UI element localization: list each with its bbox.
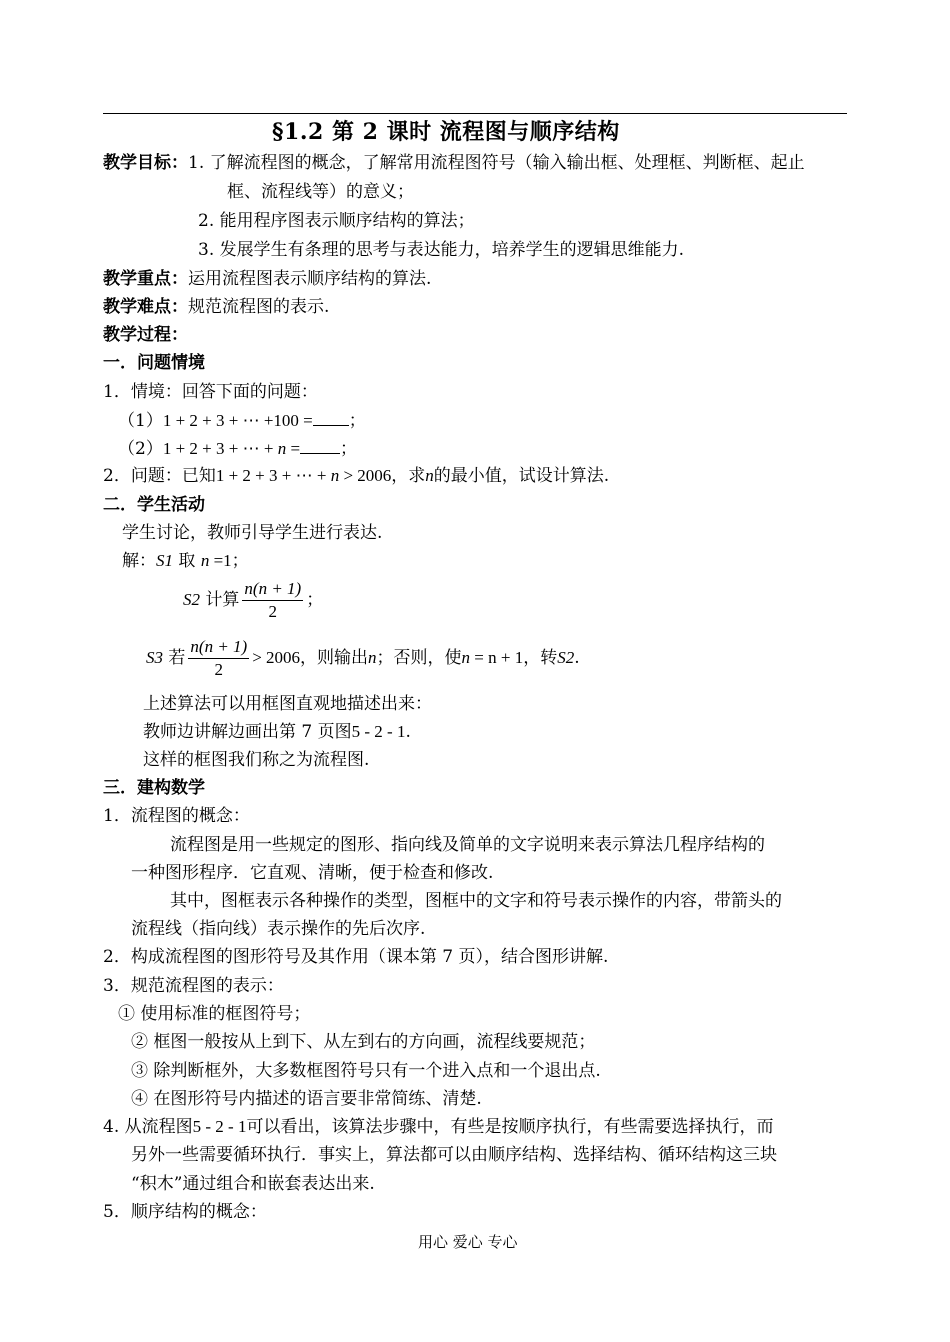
key-point [103,268,431,290]
page-footer: 用心 爱心 专心 [418,1233,518,1251]
objectives-line-1 [103,152,805,174]
s2-step: S2 [183,590,200,609]
key-point-text: 运用流程图表示顺序结构的算法. [188,269,432,289]
s2-fraction-numerator: n(n + 1) [242,578,303,601]
question-2 [118,437,357,460]
section3-heading: 三．建构数学 [103,778,205,798]
s3-fraction-numerator: n(n + 1) [188,636,249,659]
line-b-text: 教师边讲解边画出第 7 页图 [143,722,352,742]
item2-text-a: 2．问题：已知 [103,466,216,486]
s3-end: . [574,648,580,668]
s2-text: 计算 [200,590,240,610]
section2-line-b [143,721,411,743]
difficulty-label: 教学难点： [103,297,188,317]
s3-step: S3 [146,648,163,667]
rule-2: ② 框图一般按从上到下、从左到右的方向画，流程线要规范； [131,1032,596,1052]
objective-1b: 框、流程线等）的意义； [227,182,414,202]
section3-p2a: 其中，图框表示各种操作的类型，图框中的文字和符号表示操作的内容，带箭头的 [170,891,782,911]
s3-gt: > 2006 [252,648,301,667]
item4-text-a: 4. 从流程图 [103,1117,193,1137]
solution-label: 解： [122,551,156,571]
section1-item2 [103,465,609,487]
section3-item2: 2．构成流程图的图形符号及其作用（课本第 7 页），结合图形讲解. [103,947,609,967]
question-2-var: n [277,439,287,458]
item2-var2: n [425,466,434,485]
process-label: 教学过程： [103,325,188,345]
step-s2 [183,578,323,623]
question-2-eq: = [286,439,301,458]
s1-var: n [200,551,210,570]
section3-item1: 1．流程图的概念： [103,806,250,826]
key-point-label: 教学重点： [103,269,188,289]
question-1-end: ； [348,411,366,431]
section3-item4a [103,1116,773,1138]
answer-blank-1 [313,409,349,426]
s1-end: ； [231,551,249,571]
question-2-end: ； [340,439,358,459]
s3-text: 若 [163,648,186,668]
section1-item1: 1．情境：回答下面的问题： [103,382,318,402]
s2-fraction [242,578,303,623]
section3-p1a: 流程图是用一些规定的图形、指向线及简单的文字说明来表示算法几程序结构的 [170,835,765,855]
section3-item4b: 另外一些需要循环执行．事实上，算法都可以由顺序结构、选择结构、循环结构这三块 [131,1145,777,1165]
section2-intro: 学生讨论，教师引导学生进行表达. [122,523,383,543]
difficulty [103,296,329,318]
s1-eq: =1 [209,551,232,570]
rule-3: ③ 除判断框外，大多数框图符号只有一个进入点和一个退出点. [131,1061,601,1081]
objective-1a: 1. 了解流程图的概念，了解常用流程图符号（输入输出框、处理框、判断框、起止 [188,153,805,173]
figure-ref: 5 - 2 - 1 [351,722,406,741]
objective-2: 2. 能用程序图表示顺序结构的算法； [198,211,475,231]
s3-var: n [368,648,377,667]
s3-text-c: ，转 [523,648,558,668]
rule-4: ④ 在图形符号内描述的语言要非常简练、清楚. [131,1089,482,1109]
answer-blank-2 [300,437,340,454]
question-2-expr: 1 + 2 + 3 + ⋯ + [162,439,278,458]
objectives-label: 教学目标： [103,153,188,173]
s1-step: S1 [156,551,173,570]
item4-figure-ref: 5 - 2 - 1 [192,1117,247,1136]
s3-var2: n [461,648,471,667]
difficulty-text: 规范流程图的表示. [188,297,330,317]
section2-line-a: 上述算法可以用框图直观地描述出来： [143,694,432,714]
section3-item4c: “积木”通过组合和嵌套表达出来. [131,1174,375,1194]
item2-text-c: 的最小值，试设计算法. [433,466,610,486]
step-s1 [122,550,249,572]
section3-p2b: 流程线（指向线）表示操作的先后次序. [131,919,426,939]
page-title: §1.2 第 2 课时 流程图与顺序结构 [272,119,620,145]
item2-expr: 1 + 2 + 3 + ⋯ + [215,466,331,485]
section1-heading: 一．问题情境 [103,353,205,373]
step-s3 [146,636,580,681]
s3-text-b: ；否则，使 [376,648,462,668]
question-2-number: （2） [118,439,163,459]
section3-item5: 5．顺序结构的概念： [103,1202,267,1222]
question-1 [118,409,366,432]
question-1-number: （1） [118,411,163,431]
item2-gt: > 2006 [339,466,392,485]
line-b-end: . [405,722,411,742]
s1-text: 取 [173,551,201,571]
section3-p1b: 一种图形程序．它直观、清晰，便于检查和修改. [131,863,494,883]
item4-text-b: 可以看出，该算法步骤中，有些是按顺序执行，有些需要选择执行，而 [246,1117,774,1137]
section2-line-c: 这样的框图我们称之为流程图. [143,750,370,770]
objective-3: 3. 发展学生有条理的思考与表达能力，培养学生的逻辑思维能力. [198,240,685,260]
s3-fraction [188,636,249,681]
item2-var: n [330,466,340,485]
item2-text-b: ，求 [391,466,426,486]
s2-fraction-denominator: 2 [268,602,278,621]
section2-heading: 二．学生活动 [103,495,205,515]
s3-text-a: ，则输出 [300,648,369,668]
s3-goto: S2 [557,648,575,667]
top-rule [103,113,847,114]
s3-fraction-denominator: 2 [214,660,224,679]
rule-1: ① 使用标准的框图符号； [118,1004,311,1024]
s3-eq: = n + 1 [470,648,524,667]
s2-end: ； [306,590,324,610]
question-1-expr: 1 + 2 + 3 + ⋯ +100 = [162,411,313,430]
section3-item3: 3．规范流程图的表示： [103,976,284,996]
